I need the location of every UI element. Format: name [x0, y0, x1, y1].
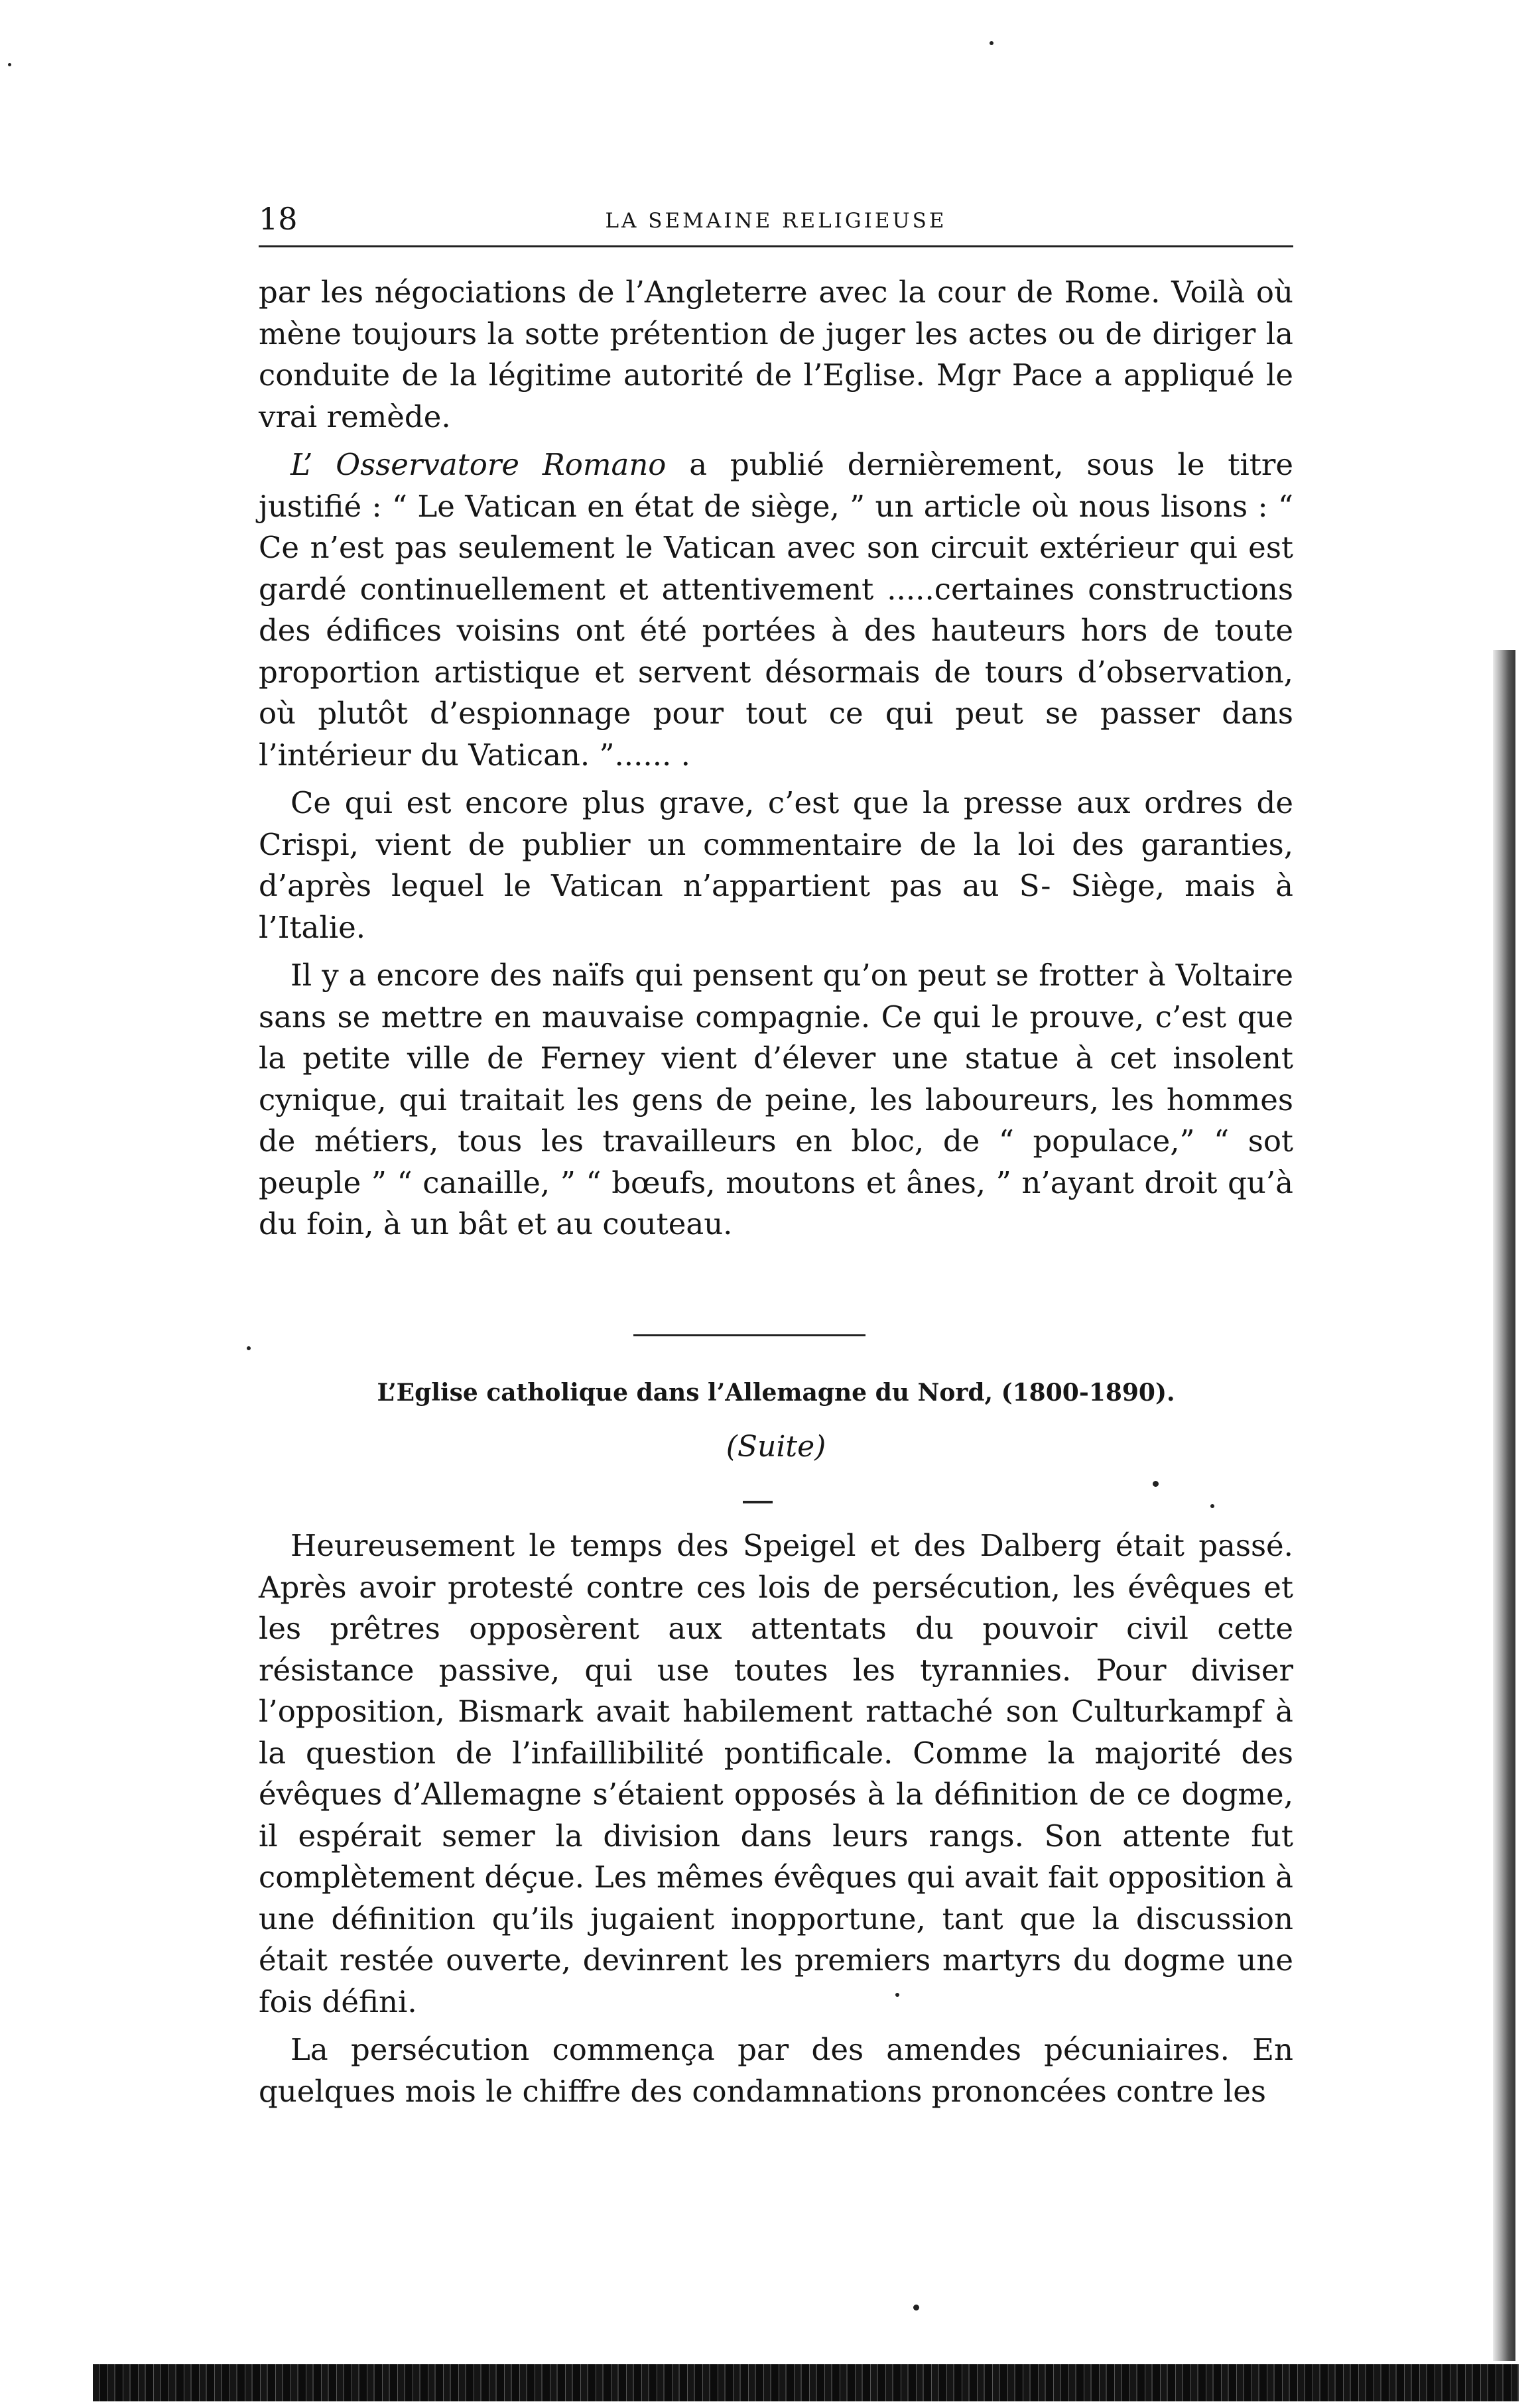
paragraph: La persécution commença par des amendes pécuniaires. En quelques mois le chiffre des condamnations prononcées contre les	[259, 2032, 1293, 2109]
paragraph-text: a publié dernièrement, sous le titre justifié : “ Le Vatican en état de siège, ” un article où nous lisons : “ Ce n’est pas seulement le Vatican avec son circuit extérieur qui est gardé continuellement et attentivement .....certaines constructions des édifices voisins ont été portées à des hauteurs hors de toute proportion artistique et servent désormais de tours d’observation, où plutôt d’espionnage pour tout ce qui peut se passer dans l’intérieur du Vatican. ”...... .	[259, 447, 1293, 773]
section-divider	[633, 1334, 865, 1336]
page-header	[259, 199, 1293, 245]
scan-speck	[1153, 1481, 1159, 1487]
article-continuation	[259, 272, 1293, 1245]
scan-speck	[1210, 1504, 1214, 1508]
scan-speck	[8, 63, 11, 66]
scan-bottom-strip	[93, 2364, 1519, 2401]
scan-speck	[247, 1346, 251, 1350]
paragraph: Il y a encore des naïfs qui pensent qu’on peut se frotter à Voltaire sans se mettre en mauvaise compagnie. Ce qui le prouve, c’est que la petite ville de Ferney vient d’élever une statue à cet insolent cynique, qui traitait les gens de peine, les laboureurs, les hommes de métiers, tous les travailleurs en bloc, de “ populace,” “ sot peuple ” “ canaille, ” “ bœufs, moutons et ânes, ” n’ayant droit qu’à du foin, à un bât et au couteau.	[259, 958, 1293, 1241]
scan-speck	[913, 2305, 919, 2311]
page-number: 18	[259, 201, 298, 237]
paragraph: Heureusement le temps des Speigel et des Dalberg était passé. Après avoir protesté contre ces lois de persécution, les évêques et les prêtres opposèrent aux attentats du pouvoir civil cette résistance passive, qui use toutes les tyrannies. Pour diviser l’opposition, Bismark avait habilement rattaché son Culturkampf à la question de l’infaillibilité pontificale. Comme la majorité des évêques d’Allemagne s’étaient opposés à la définition de ce dogme, il espérait semer la division dans leurs rangs. Son attente fut complètement déçue. Les mêmes évêques qui avait fait opposition à une définition qu’ils jugaient inopportune, tant que la discussion était restée ouverte, devinrent les premiers martyrs du dogme une fois défini.	[259, 1528, 1293, 2019]
newspaper-name: L’ Osservatore Romano	[290, 447, 667, 482]
article-body	[259, 1525, 1293, 2112]
paragraph: Ce qui est encore plus grave, c’est que la presse aux ordres de Crispi, vient de publier un commentaire de la loi des garanties, d’après lequel le Vatican n’appartient pas au S- Siège, mais à l’Italie.	[259, 785, 1293, 945]
scan-speck	[895, 1993, 899, 1997]
running-title: LA SEMAINE RELIGIEUSE	[605, 209, 947, 233]
scan-speck	[990, 41, 993, 45]
section-subtitle: (Suite)	[726, 1430, 826, 1464]
header-rule	[259, 245, 1293, 247]
scan-edge-shadow	[1493, 650, 1515, 2361]
paragraph	[259, 444, 1293, 776]
section-title: L’Eglise catholique dans l’Allemagne du Nord, (1800-1890).	[377, 1379, 1175, 1407]
section-dash	[743, 1501, 773, 1503]
paragraph: par les négociations de l’Angleterre avec la cour de Rome. Voilà où mène toujours la sotte prétention de juger les actes ou de diriger la conduite de la légitime autorité de l’Eglise. Mgr Pace a appliqué le vrai remède.	[259, 275, 1293, 434]
